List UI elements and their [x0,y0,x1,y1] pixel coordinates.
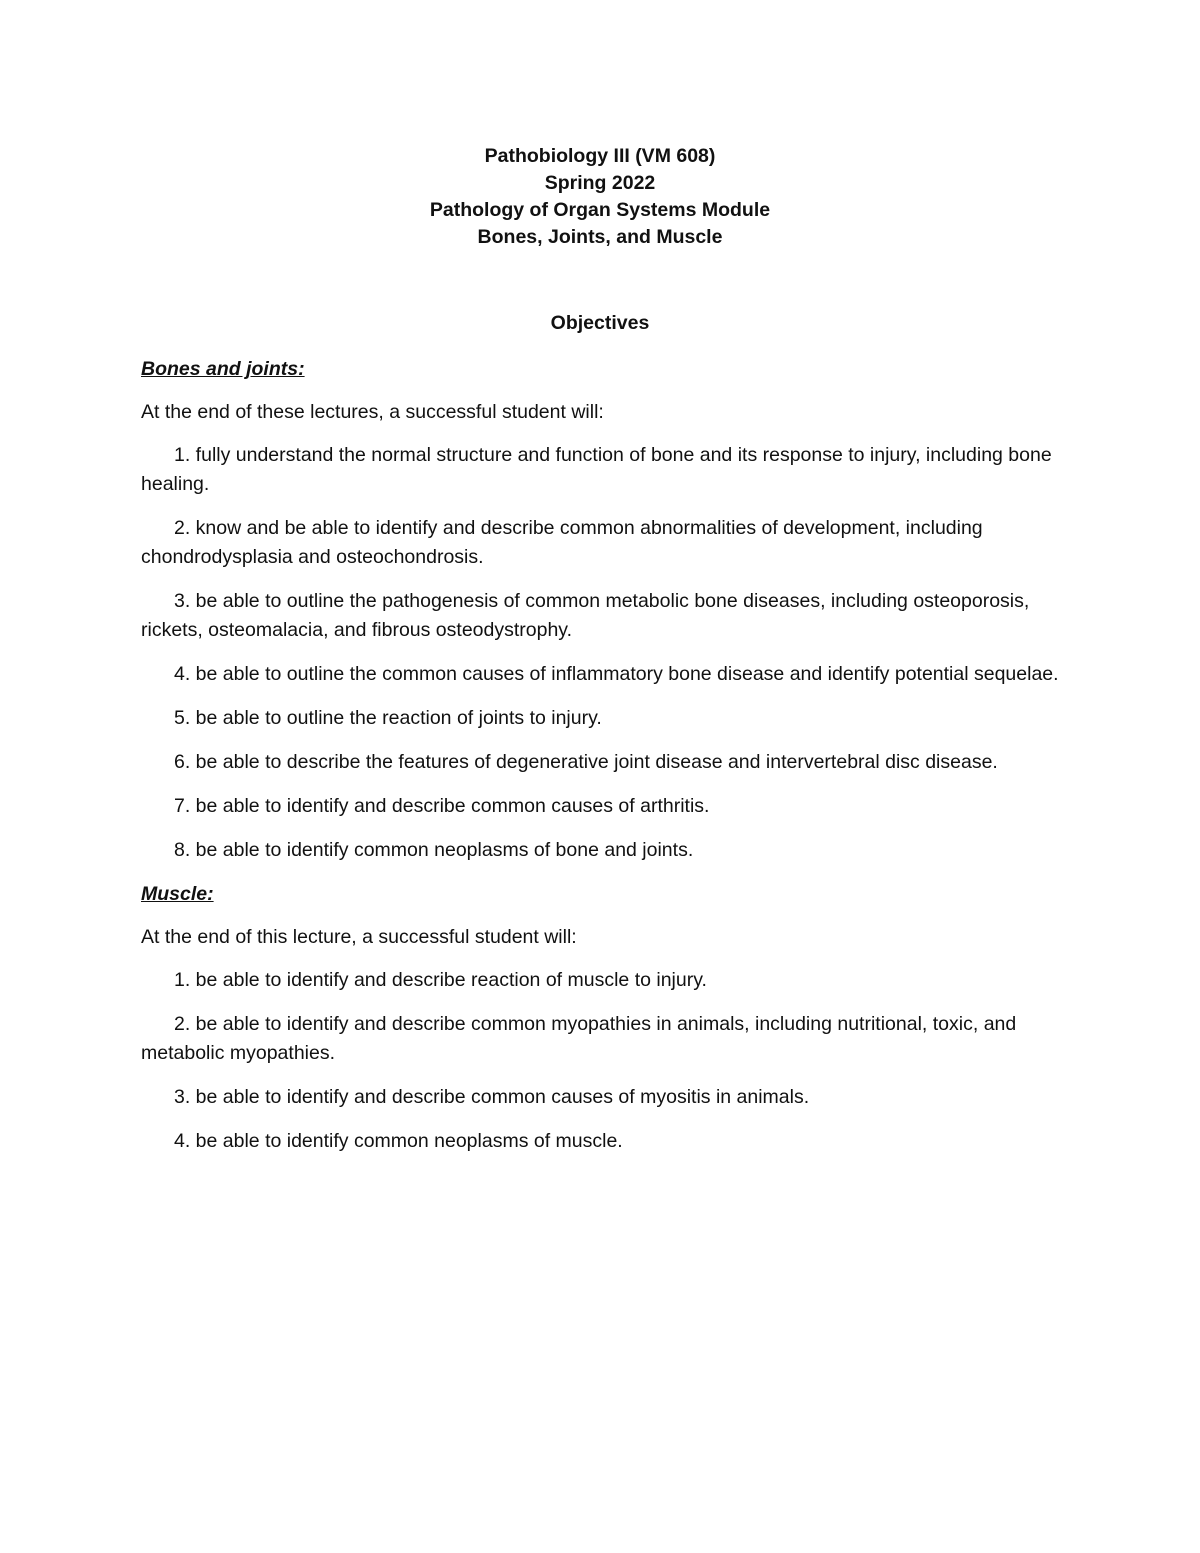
bones-objective-7: 7. be able to identify and describe common causes of arthritis. [174,795,710,817]
bones-objective-2: 2. know and be able to identify and describe common abnormalities of development, including chondrodysplasia and osteochondrosis. [141,517,983,568]
muscle-objective-4: 4. be able to identify common neoplasms of muscle. [174,1130,623,1152]
bones-objective-8: 8. be able to identify common neoplasms of bone and joints. [174,839,694,861]
muscle-objective-3: 3. be able to identify and describe common causes of myositis in animals. [174,1086,810,1108]
bones-objective-4: 4. be able to outline the common causes of inflammatory bone disease and identify potential sequelae. [174,663,1059,685]
muscle-intro: At the end of this lecture, a successful student will: [141,926,577,948]
muscle-section-heading: Muscle: [141,883,214,905]
bones-objective-3: 3. be able to outline the pathogenesis of common metabolic bone diseases, including osteoporosis, rickets, osteomalacia, and fibrous osteodystrophy. [141,590,1030,641]
bones-objective-6: 6. be able to describe the features of degenerative joint disease and intervertebral disc disease. [174,751,998,773]
muscle-objective-2: 2. be able to identify and describe common myopathies in animals, including nutritional, toxic, and metabolic myopathies. [141,1013,1017,1064]
objectives-heading: Objectives [550,312,650,334]
bones-intro: At the end of these lectures, a successful student will: [141,401,604,423]
term: Spring 2022 [544,172,656,194]
bones-objective-5: 5. be able to outline the reaction of joints to injury. [174,707,602,729]
topic-title: Bones, Joints, and Muscle [477,226,723,248]
module-title: Pathology of Organ Systems Module [429,199,771,221]
course-title: Pathobiology III (VM 608) [484,145,716,167]
muscle-objective-1: 1. be able to identify and describe reaction of muscle to injury. [174,969,707,991]
objectives-content [141,355,1061,1171]
bones-section-heading: Bones and joints: [141,358,305,380]
bones-objective-1: 1. fully understand the normal structure and function of bone and its response to injury, including bone healing. [141,444,1052,495]
document-header [0,143,1200,251]
